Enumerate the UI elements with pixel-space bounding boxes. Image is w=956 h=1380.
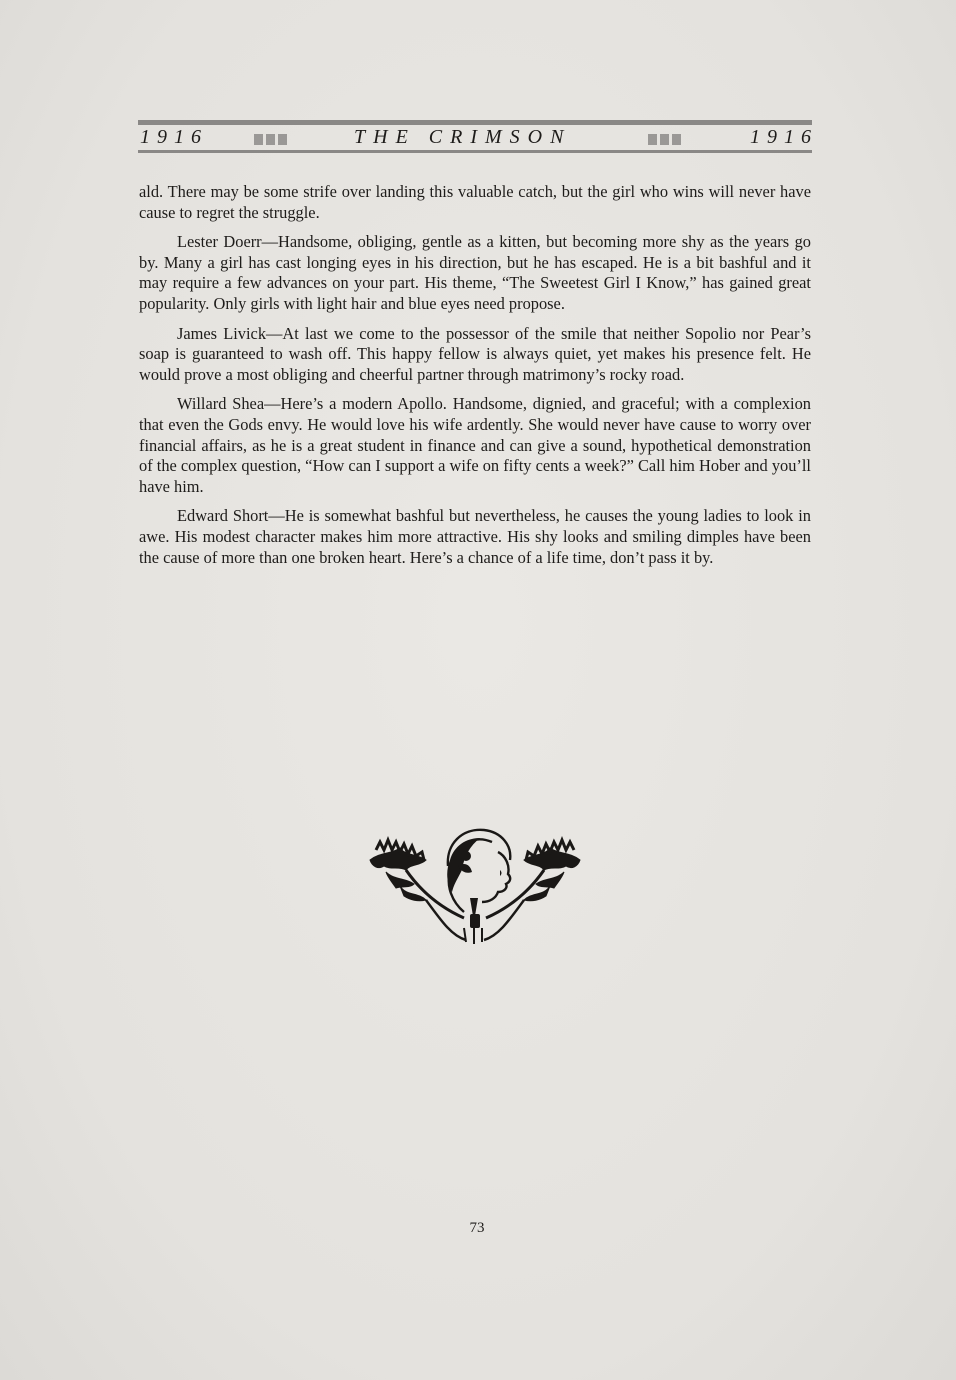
header-year-right: 1916 [750, 126, 818, 148]
paragraph-james-livick: James Livick—At last we come to the possessor of the smile that neither Sopolio nor Pear’s soap is guaranteed to wash off. This happy fellow is always quiet, yet makes his presence felt. He would prove a most obliging and cheerful partner through matrimony’s rocky road. [139, 323, 811, 384]
header-bottom-rule [138, 150, 812, 153]
art-nouveau-woman-portrait-ornament-icon [366, 826, 584, 948]
body-text [139, 182, 811, 577]
header-blocks-left [254, 134, 287, 145]
page-number: 73 [469, 1220, 485, 1236]
paragraph-lester-doerr: Lester Doerr—Handsome, obliging, gentle as a kitten, but becoming more shy as the years go by. Many a girl has cast longing eyes in his direction, but he has escaped. He is a bit bashful and it may require a few advances on your part. His theme, “The Sweetest Girl I Know,” has gained great popularity. Only girls with light hair and blue eyes need propose. [139, 232, 811, 313]
paragraph-continuation: ald. There may be some strife over landing this valuable catch, but the girl who wins will never have cause to regret the struggle. [139, 182, 811, 222]
header-title: THE CRIMSON [354, 126, 572, 148]
header-row [138, 124, 818, 150]
header-year-left: 1916 [140, 126, 208, 148]
paragraph-willard-shea: Willard Shea—Here’s a modern Apollo. Handsome, dignied, and graceful; with a complexion that even the Gods envy. He would love his wife ardently. She would never have cause to worry over financial affairs, as he is a great student in finance and can give a sound, hypothetical demonstration of the complex question, “How can I support a wife on fifty cents a week?” Call him Hober and you’ll have him. [139, 394, 811, 496]
running-header [138, 120, 818, 156]
paragraph-edward-short: Edward Short—He is somewhat bashful but nevertheless, he causes the young ladies to look in awe. His modest character makes him more attractive. His shy looks and smiling dimples have been the cause of more than one broken heart. Here’s a chance of a life time, don’t pass it by. [139, 506, 811, 567]
header-blocks-right [648, 134, 681, 145]
